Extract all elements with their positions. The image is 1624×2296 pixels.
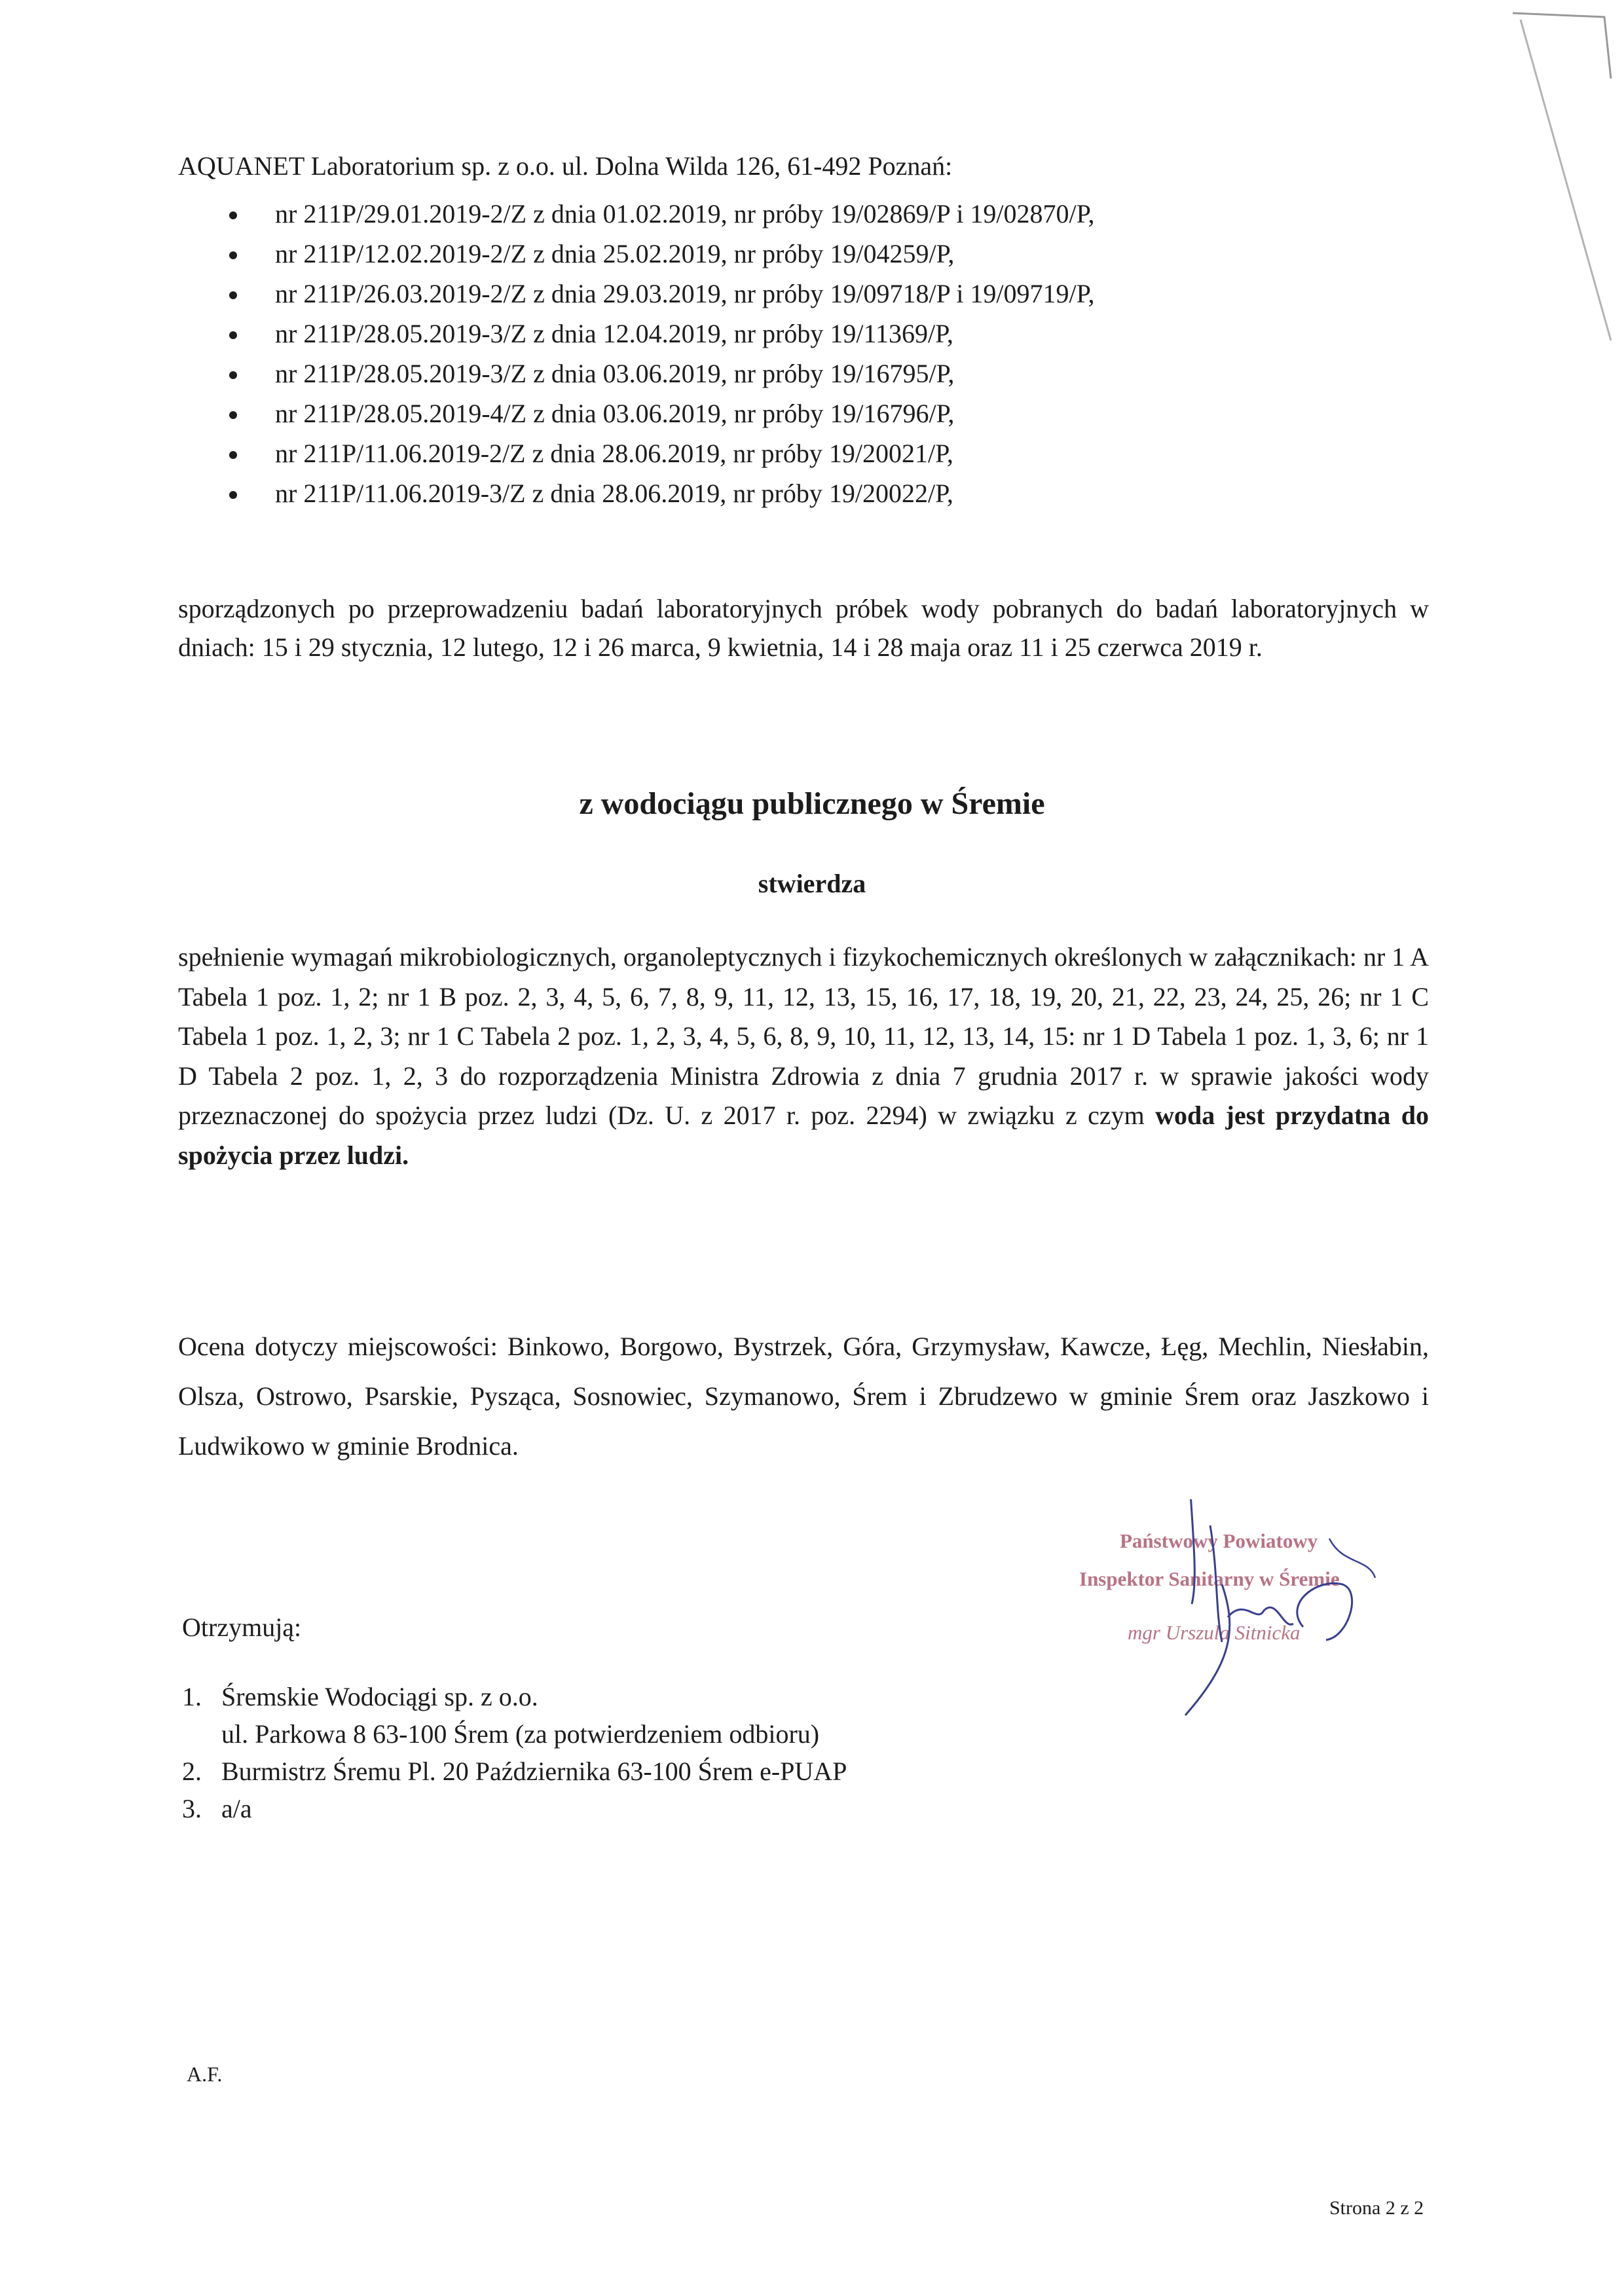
recipients-list <box>182 1678 847 1827</box>
recipient-number: 2. <box>182 1757 202 1786</box>
recipients-label: Otrzymują: <box>182 1613 302 1642</box>
stamp-office-line: Państwowy Powiatowy <box>1120 1529 1318 1552</box>
report-list <box>229 194 1094 513</box>
report-item: nr 211P/12.02.2019-2/Z z dnia 25.02.2019, nr próby 19/04259/P, <box>229 234 1094 274</box>
report-item: nr 211P/29.01.2019-2/Z z dnia 01.02.2019, nr próby 19/02869/P i 19/02870/P, <box>229 194 1094 234</box>
recipient-name: Burmistrz Śremu Pl. 20 Października 63-100 Śrem e-PUAP <box>221 1757 847 1786</box>
page-number-footer: Strona 2 z 2 <box>1329 2197 1424 2219</box>
recipient-address: ul. Parkowa 8 63-100 Śrem (za potwierdzeniem odbioru) <box>221 1719 820 1749</box>
report-item: nr 211P/28.05.2019-3/Z z dnia 12.04.2019, nr próby 19/11369/P, <box>229 314 1094 354</box>
compliance-text: spełnienie wymagań mikrobiologicznych, organoleptycznych i fizykochemicznych określonych w załącznikach: nr 1 A Tabela 1 poz. 1, 2; nr 1 B poz. 2, 3, 4, 5, 6, 7, 8, 9, 11, 12, 13, 15, 16, 17, 18, 19, 20, 21, 22, 23, 24, 25, 26; nr 1 C Tabela 1 poz. 1, 2, 3; nr 1 C Tabela 2 poz. 1, 2, 3, 4, 5, 6, 8, 9, 10, 11, 12, 13, 14, 15: nr 1 D Tabela 1 poz. 1, 3, 6; nr 1 D Tabela 2 poz. 1, 2, 3 do rozporządzenia Ministra Zdrowia z dnia 7 grudnia 2017 r. w sprawie jakości wody przeznaczonej do spożycia przez ludzi (Dz. U. z 2017 r. poz. 2294) w związku z czym <box>178 942 1429 1130</box>
author-initials: A.F. <box>187 2062 223 2086</box>
recipient-name: Śremskie Wodociągi sp. z o.o. <box>221 1682 538 1711</box>
compliance-paragraph <box>178 938 1429 1175</box>
samples-paragraph: sporządzonych po przeprowadzeniu badań laboratoryjnych próbek wody pobranych do badań laboratoryjnych w dniach: 15 i 29 stycznia, 12 lutego, 12 i 26 marca, 9 kwietnia, 14 i 28 maja oraz 11 i 25 czerwca 2019 r. <box>178 594 1429 662</box>
scan-crease-mark <box>1506 0 1624 367</box>
lab-intro: AQUANET Laboratorium sp. z o.o. ul. Dolna Wilda 126, 61-492 Poznań: <box>178 151 953 181</box>
recipient-number: 3. <box>182 1794 202 1823</box>
finding-verb: stwierdza <box>758 869 866 898</box>
stamp-title-line: Inspektor Sanitarny w Śremie <box>1079 1567 1340 1590</box>
recipient-name: a/a <box>221 1794 252 1823</box>
stamp-name-line: mgr Urszula Sitnicka <box>1128 1621 1301 1644</box>
recipient-number: 1. <box>182 1682 202 1711</box>
compliance-conclusion: woda jest przydatna do spożycia przez ludzi. <box>178 1101 1430 1170</box>
report-item: nr 211P/26.03.2019-2/Z z dnia 29.03.2019, nr próby 19/09718/P i 19/09719/P, <box>229 274 1094 314</box>
report-item: nr 211P/28.05.2019-4/Z z dnia 03.06.2019, nr próby 19/16796/P, <box>229 393 1094 433</box>
recipient-item <box>182 1753 847 1790</box>
recipient-item <box>182 1790 847 1827</box>
report-item: nr 211P/11.06.2019-2/Z z dnia 28.06.2019, nr próby 19/20021/P, <box>229 433 1094 473</box>
water-supply-heading: z wodociągu publicznego w Śremie <box>579 786 1045 821</box>
inspector-stamp <box>1067 1499 1434 1735</box>
localities-paragraph: Ocena dotyczy miejscowości: Binkowo, Borgowo, Bystrzek, Góra, Grzymysław, Kawcze, Łęg, Mechlin, Niesłabin, Olsza, Ostrowo, Psarskie, Pysząca, Sosnowiec, Szymanowo, Śrem i Zbrudzewo w gminie Śrem oraz Jaszkowo i Ludwikowo w gminie Brodnica. <box>178 1332 1429 1461</box>
handwritten-signature <box>1067 1499 1434 1735</box>
recipient-item <box>182 1678 847 1753</box>
report-item: nr 211P/28.05.2019-3/Z z dnia 03.06.2019, nr próby 19/16795/P, <box>229 354 1094 393</box>
report-item: nr 211P/11.06.2019-3/Z z dnia 28.06.2019, nr próby 19/20022/P, <box>229 473 1094 513</box>
